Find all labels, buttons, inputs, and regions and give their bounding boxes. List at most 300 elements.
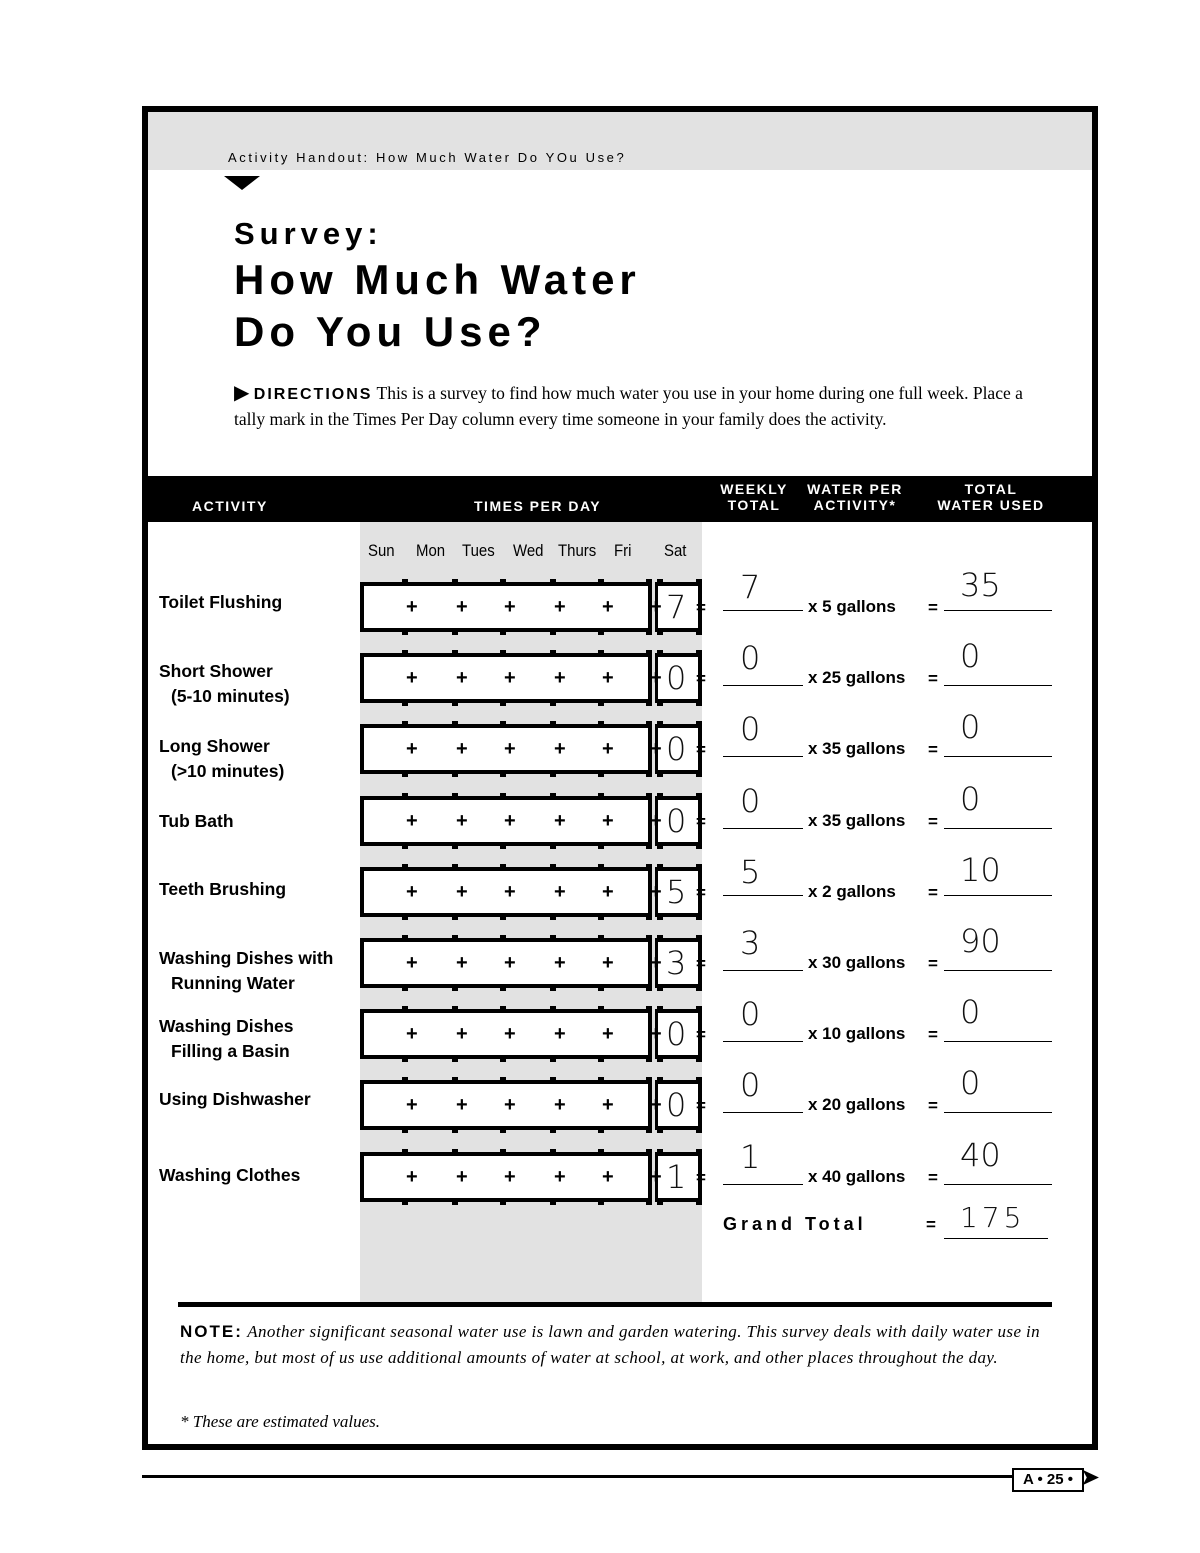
plus-icon: + — [650, 738, 662, 760]
tick-mark — [452, 700, 458, 706]
tick-mark — [550, 771, 556, 777]
tick-mark — [696, 721, 702, 727]
plus-icon: + — [456, 1023, 468, 1045]
gallons-per-activity: x 20 gallons — [808, 1095, 906, 1114]
total-water-used-line — [944, 828, 1052, 829]
tick-mark — [500, 1149, 506, 1155]
activity-name: Washing Clothes — [159, 1165, 301, 1185]
plus-icon: + — [554, 596, 566, 618]
tick-mark — [452, 935, 458, 941]
plus-icon: + — [650, 667, 662, 689]
tick-mark — [657, 700, 663, 706]
tick-mark — [696, 771, 702, 777]
tick-mark — [657, 1077, 663, 1083]
tick-mark — [598, 864, 604, 870]
equals-sign: = — [928, 1168, 938, 1187]
plus-icon: + — [456, 596, 468, 618]
plus-icon: + — [456, 738, 468, 760]
total-water-used-value[interactable]: 0 — [960, 708, 981, 746]
tick-mark — [402, 985, 408, 991]
gallons-per-activity: x 35 gallons — [808, 811, 906, 830]
total-water-used-line — [944, 895, 1052, 896]
tick-mark — [550, 650, 556, 656]
tick-mark — [452, 864, 458, 870]
directions-arrow-icon: ▶ — [234, 380, 250, 404]
total-water-used-line — [944, 1041, 1052, 1042]
equals-sign: = — [928, 740, 938, 759]
gallons-per-activity: x 25 gallons — [808, 668, 906, 687]
equals-sign: = — [928, 1096, 938, 1115]
activity-label — [159, 734, 284, 784]
tick-mark — [550, 843, 556, 849]
total-water-used-line — [944, 1184, 1052, 1185]
weekly-total-value[interactable]: 3 — [740, 924, 761, 962]
total-water-used-line — [944, 756, 1052, 757]
tick-mark — [598, 579, 604, 585]
activity-label — [159, 1163, 300, 1188]
tick-mark — [646, 985, 652, 991]
day-header-thurs: Thurs — [558, 541, 597, 560]
tick-mark — [402, 914, 408, 920]
tick-mark — [696, 1149, 702, 1155]
gallons-per-activity: x 2 gallons — [808, 882, 896, 901]
tick-mark — [452, 914, 458, 920]
activity-name: Short Shower — [159, 661, 273, 681]
plus-icon: + — [406, 596, 418, 618]
tick-mark — [646, 914, 652, 920]
tick-mark — [598, 793, 604, 799]
equals-sign: = — [696, 669, 706, 688]
tick-mark — [696, 935, 702, 941]
plus-icon: + — [406, 810, 418, 832]
tick-mark — [500, 629, 506, 635]
plus-icon: + — [650, 881, 662, 903]
plus-icon: + — [554, 667, 566, 689]
tick-mark — [696, 1056, 702, 1062]
tick-mark — [696, 1199, 702, 1205]
tick-mark — [598, 985, 604, 991]
tick-mark — [657, 1006, 663, 1012]
activity-detail: (>10 minutes) — [171, 761, 285, 781]
tick-mark — [452, 793, 458, 799]
survey-label: Survey: — [234, 216, 383, 251]
tick-mark — [452, 721, 458, 727]
tick-mark — [696, 700, 702, 706]
tick-mark — [646, 579, 652, 585]
footer-arrow-icon: ➤ — [1080, 1463, 1101, 1491]
tick-mark — [550, 700, 556, 706]
sat-tally-value[interactable]: 7 — [666, 588, 687, 626]
tick-mark — [646, 1006, 652, 1012]
plus-icon: + — [456, 1094, 468, 1116]
tick-mark — [402, 864, 408, 870]
tick-mark — [402, 1199, 408, 1205]
activity-name: Toilet Flushing — [159, 592, 283, 612]
plus-icon: + — [602, 881, 614, 903]
gallons-per-activity: x 40 gallons — [808, 1167, 906, 1186]
activity-name: Washing Dishes — [159, 1016, 294, 1036]
plus-icon: + — [602, 810, 614, 832]
total-water-used-value[interactable]: 0 — [960, 993, 981, 1031]
tick-mark — [550, 985, 556, 991]
day-header-sat: Sat — [664, 541, 687, 560]
weekly-total-line — [723, 970, 803, 971]
plus-icon: + — [504, 1023, 516, 1045]
plus-icon: + — [602, 596, 614, 618]
tick-mark — [657, 721, 663, 727]
gallons-per-activity: x 35 gallons — [808, 739, 906, 758]
tick-mark — [646, 1127, 652, 1133]
tick-mark — [500, 793, 506, 799]
activity-detail: Filling a Basin — [171, 1041, 290, 1061]
activity-name: Tub Bath — [159, 811, 234, 831]
total-water-used-value[interactable]: 0 — [960, 637, 981, 675]
total-water-used-value[interactable]: 90 — [960, 922, 1001, 960]
triangle-marker-icon — [224, 176, 260, 190]
tick-mark — [646, 629, 652, 635]
tick-mark — [646, 793, 652, 799]
total-water-used-value[interactable]: 35 — [960, 566, 1001, 604]
total-water-used-line — [944, 685, 1052, 686]
tick-mark — [550, 935, 556, 941]
plus-icon: + — [504, 1094, 516, 1116]
tick-mark — [598, 935, 604, 941]
equals-sign: = — [696, 598, 706, 617]
tick-mark — [696, 864, 702, 870]
plus-icon: + — [554, 1023, 566, 1045]
tick-mark — [550, 1127, 556, 1133]
sat-tally-value[interactable]: 0 — [666, 730, 687, 768]
tick-mark — [550, 1149, 556, 1155]
weekly-total-line — [723, 1112, 803, 1113]
tick-mark — [696, 985, 702, 991]
tick-mark — [598, 650, 604, 656]
plus-icon: + — [602, 1023, 614, 1045]
equals-sign: = — [696, 812, 706, 831]
tick-mark — [696, 914, 702, 920]
weekly-total-value[interactable]: 1 — [740, 1138, 761, 1176]
tick-mark — [657, 914, 663, 920]
tick-mark — [696, 793, 702, 799]
tick-mark — [402, 721, 408, 727]
plus-icon: + — [650, 1094, 662, 1116]
worksheet-frame — [142, 106, 1098, 1450]
tick-mark — [402, 935, 408, 941]
tick-mark — [402, 843, 408, 849]
tick-mark — [500, 771, 506, 777]
footnote: * These are estimated values. — [180, 1412, 381, 1431]
directions-text: This is a survey to find how much water you use in your home during one full week. Place a tally mark in the Times Per Day column every time someone in your family does the activity. — [234, 383, 1023, 429]
activity-name: Washing Dishes with — [159, 948, 334, 968]
page-number: A • 25 • — [1012, 1468, 1084, 1492]
tick-mark — [500, 864, 506, 870]
gallons-per-activity: x 30 gallons — [808, 953, 906, 972]
weekly-total-value[interactable]: 0 — [740, 782, 761, 820]
activity-label — [159, 659, 290, 709]
grand-total-equals: = — [926, 1215, 936, 1234]
tick-mark — [696, 579, 702, 585]
tick-mark — [500, 985, 506, 991]
tick-mark — [550, 1077, 556, 1083]
tick-mark — [550, 1056, 556, 1062]
tick-mark — [646, 935, 652, 941]
weekly-total-line — [723, 895, 803, 896]
tick-mark — [500, 650, 506, 656]
tick-mark — [657, 771, 663, 777]
activity-label — [159, 946, 333, 996]
plus-icon: + — [602, 738, 614, 760]
sat-tally-value[interactable]: 1 — [666, 1158, 687, 1196]
weekly-total-line — [723, 685, 803, 686]
weekly-total-value[interactable]: 0 — [740, 710, 761, 748]
note-text: Another significant seasonal water use is lawn and garden watering. This survey deals with daily water use in the home, but most of us use additional amounts of water at school, at work, and other places throughout the day. — [180, 1322, 1041, 1367]
tick-mark — [598, 629, 604, 635]
tick-mark — [696, 1077, 702, 1083]
header-times-per-day: TIMES PER DAY — [474, 498, 602, 514]
tick-mark — [657, 1199, 663, 1205]
tick-mark — [646, 700, 652, 706]
plus-icon: + — [504, 1166, 516, 1188]
tick-mark — [452, 843, 458, 849]
directions — [234, 380, 1034, 432]
sat-tally-value[interactable]: 0 — [666, 659, 687, 697]
plus-icon: + — [456, 667, 468, 689]
tick-mark — [452, 985, 458, 991]
plus-icon: + — [406, 667, 418, 689]
gallons-per-activity: x 5 gallons — [808, 597, 896, 616]
directions-label: DIRECTIONS — [253, 386, 373, 403]
tick-mark — [402, 650, 408, 656]
grand-total-line — [944, 1238, 1048, 1239]
tick-mark — [500, 1077, 506, 1083]
grand-total-label: Grand Total — [723, 1214, 867, 1234]
tick-mark — [646, 1077, 652, 1083]
equals-sign: = — [696, 1096, 706, 1115]
plus-icon: + — [406, 1166, 418, 1188]
weekly-total-line — [723, 610, 803, 611]
weekly-total-value[interactable]: 7 — [740, 568, 761, 606]
tick-mark — [598, 843, 604, 849]
tick-mark — [598, 721, 604, 727]
note-label: NOTE: — [180, 1322, 243, 1341]
table-header — [148, 476, 1092, 522]
total-water-used-value[interactable]: 10 — [960, 851, 1001, 889]
plus-icon: + — [554, 952, 566, 974]
tick-mark — [500, 1056, 506, 1062]
total-water-used-value[interactable]: 0 — [960, 780, 981, 818]
day-header-fri: Fri — [614, 541, 632, 560]
header-activity: ACTIVITY — [192, 498, 268, 514]
tick-mark — [550, 1006, 556, 1012]
tick-mark — [657, 1056, 663, 1062]
plus-icon: + — [554, 1166, 566, 1188]
header-band — [148, 112, 1092, 170]
tick-mark — [657, 650, 663, 656]
day-header-wed: Wed — [513, 541, 544, 560]
tick-mark — [402, 771, 408, 777]
tick-mark — [452, 579, 458, 585]
tick-mark — [696, 650, 702, 656]
plus-icon: + — [504, 952, 516, 974]
tick-mark — [657, 579, 663, 585]
tick-mark — [500, 721, 506, 727]
tick-mark — [452, 771, 458, 777]
tick-mark — [500, 700, 506, 706]
plus-icon: + — [602, 1094, 614, 1116]
tick-mark — [402, 629, 408, 635]
tick-mark — [657, 864, 663, 870]
plus-icon: + — [554, 1094, 566, 1116]
tick-mark — [452, 1199, 458, 1205]
tick-mark — [696, 843, 702, 849]
tick-mark — [657, 629, 663, 635]
sat-tally-value[interactable]: 5 — [666, 873, 687, 911]
plus-icon: + — [504, 596, 516, 618]
plus-icon: + — [650, 596, 662, 618]
activity-label — [159, 809, 234, 834]
tick-mark — [452, 1006, 458, 1012]
tick-mark — [500, 1199, 506, 1205]
tick-mark — [657, 985, 663, 991]
tick-mark — [500, 843, 506, 849]
tick-mark — [402, 579, 408, 585]
tick-mark — [696, 1127, 702, 1133]
plus-icon: + — [650, 952, 662, 974]
plus-icon: + — [406, 1094, 418, 1116]
tick-mark — [452, 1149, 458, 1155]
tick-mark — [598, 700, 604, 706]
tick-mark — [646, 1199, 652, 1205]
activity-detail: (5-10 minutes) — [171, 686, 290, 706]
activity-name: Long Shower — [159, 736, 270, 756]
tick-mark — [550, 629, 556, 635]
tick-mark — [550, 579, 556, 585]
sat-tally-value[interactable]: 0 — [666, 1086, 687, 1124]
grand-total-value[interactable]: 175 — [960, 1201, 1026, 1234]
tick-mark — [402, 1056, 408, 1062]
tick-mark — [452, 1056, 458, 1062]
plus-icon: + — [650, 1166, 662, 1188]
equals-sign: = — [928, 954, 938, 973]
tick-mark — [550, 914, 556, 920]
tick-mark — [452, 650, 458, 656]
tick-mark — [657, 793, 663, 799]
plus-icon: + — [504, 738, 516, 760]
tick-mark — [646, 843, 652, 849]
plus-icon: + — [406, 1023, 418, 1045]
plus-icon: + — [504, 667, 516, 689]
activity-label — [159, 1014, 294, 1064]
plus-icon: + — [456, 952, 468, 974]
footer-rule — [142, 1475, 1012, 1478]
tick-mark — [598, 1056, 604, 1062]
tick-mark — [598, 1077, 604, 1083]
sat-tally-value[interactable]: 3 — [666, 944, 687, 982]
activity-detail: Running Water — [171, 973, 295, 993]
tick-mark — [500, 914, 506, 920]
weekly-total-value[interactable]: 0 — [740, 639, 761, 677]
plus-icon: + — [602, 667, 614, 689]
weekly-total-value[interactable]: 0 — [740, 995, 761, 1033]
tick-mark — [550, 793, 556, 799]
tick-mark — [598, 771, 604, 777]
plus-icon: + — [406, 952, 418, 974]
tick-mark — [500, 935, 506, 941]
page-title-line-2: Do You Use? — [234, 308, 547, 355]
tick-mark — [500, 579, 506, 585]
weekly-total-value[interactable]: 5 — [740, 853, 761, 891]
tick-mark — [500, 1127, 506, 1133]
sat-tally-value[interactable]: 0 — [666, 1015, 687, 1053]
tick-mark — [550, 1199, 556, 1205]
header-weekly-total: WEEKLY TOTAL — [720, 481, 788, 513]
note-separator — [178, 1302, 1052, 1307]
weekly-total-line — [723, 828, 803, 829]
total-water-used-line — [944, 610, 1052, 611]
plus-icon: + — [650, 1023, 662, 1045]
plus-icon: + — [406, 881, 418, 903]
sat-tally-value[interactable]: 0 — [666, 802, 687, 840]
plus-icon: + — [456, 881, 468, 903]
total-water-used-value[interactable]: 0 — [960, 1064, 981, 1102]
plus-icon: + — [554, 810, 566, 832]
plus-icon: + — [504, 881, 516, 903]
tick-mark — [646, 721, 652, 727]
weekly-total-value[interactable]: 0 — [740, 1066, 761, 1104]
tick-mark — [550, 864, 556, 870]
tick-mark — [598, 1006, 604, 1012]
tick-mark — [402, 1127, 408, 1133]
total-water-used-value[interactable]: 40 — [960, 1136, 1001, 1174]
activity-label — [159, 590, 282, 615]
equals-sign: = — [928, 883, 938, 902]
tick-mark — [402, 700, 408, 706]
equals-sign: = — [928, 1025, 938, 1044]
total-water-used-line — [944, 970, 1052, 971]
tick-mark — [500, 1006, 506, 1012]
tick-mark — [402, 1077, 408, 1083]
tick-mark — [646, 771, 652, 777]
tick-mark — [646, 650, 652, 656]
tick-mark — [646, 1056, 652, 1062]
activity-name: Using Dishwasher — [159, 1089, 311, 1109]
weekly-total-line — [723, 1184, 803, 1185]
tick-mark — [452, 1127, 458, 1133]
plus-icon: + — [554, 881, 566, 903]
day-header-tues: Tues — [462, 541, 495, 560]
plus-icon: + — [456, 810, 468, 832]
plus-icon: + — [504, 810, 516, 832]
equals-sign: = — [696, 883, 706, 902]
header-water-per-activity: WATER PER ACTIVITY* — [807, 481, 903, 513]
plus-icon: + — [554, 738, 566, 760]
tick-mark — [598, 1149, 604, 1155]
weekly-total-line — [723, 1041, 803, 1042]
handout-label: Activity Handout: How Much Water Do YOu Use? — [228, 150, 627, 165]
plus-icon: + — [456, 1166, 468, 1188]
plus-icon: + — [602, 952, 614, 974]
plus-icon: + — [650, 810, 662, 832]
tick-mark — [402, 1149, 408, 1155]
activity-label — [159, 877, 286, 902]
tick-mark — [452, 1077, 458, 1083]
equals-sign: = — [696, 1025, 706, 1044]
equals-sign: = — [696, 1168, 706, 1187]
gallons-per-activity: x 10 gallons — [808, 1024, 906, 1043]
page-title-line-1: How Much Water — [234, 256, 641, 303]
tick-mark — [402, 1006, 408, 1012]
tick-mark — [550, 721, 556, 727]
